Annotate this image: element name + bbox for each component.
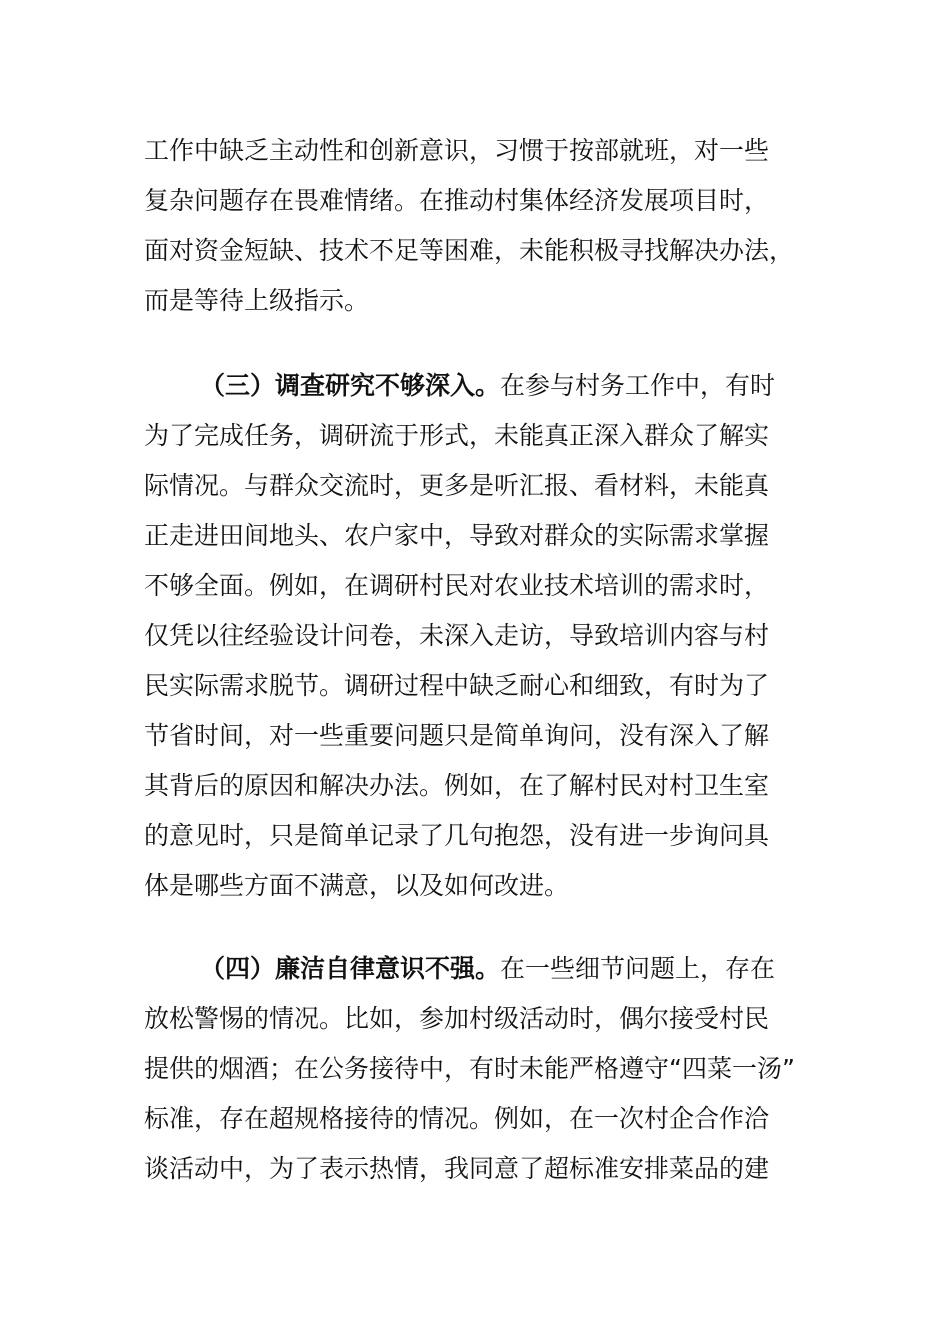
- paragraph-line: 放松警惕的情况。比如，参加村级活动时，偶尔接受村民: [144, 1004, 770, 1033]
- paragraph-line: 仅凭以往经验设计问卷，未深入走访，导致培训内容与村: [144, 621, 770, 650]
- section-first-line: [144, 944, 824, 994]
- paragraph-line: 节省时间，对一些重要问题只是简单询问，没有深入了解: [144, 721, 770, 750]
- section-first-line: [144, 361, 824, 411]
- paragraph-line: 为了完成任务，调研流于形式，未能真正深入群众了解实: [144, 421, 770, 450]
- paragraph-line: 不够全面。例如，在调研村民对农业技术培训的需求时，: [144, 571, 770, 600]
- section-first-line-text: 在一些细节问题上，存在: [500, 954, 776, 983]
- section-research: [144, 361, 824, 911]
- paragraph-line: 谈活动中，为了表示热情，我同意了超标准安排菜品的建: [144, 1154, 770, 1183]
- paragraph-line: 民实际需求脱节。调研过程中缺乏耐心和细致，有时为了: [144, 671, 770, 700]
- paragraph-line: 正走进田间地头、农户家中，导致对群众的实际需求掌握: [144, 521, 770, 550]
- section-heading: （三）调查研究不够深入。: [200, 371, 501, 400]
- paragraph-line: 工作中缺乏主动性和创新意识，习惯于按部就班，对一些: [144, 136, 770, 165]
- paragraph-line: 而是等待上级指示。: [144, 286, 370, 315]
- section-first-line-text: 在参与村务工作中，有时: [500, 371, 776, 400]
- paragraph-line: 复杂问题存在畏难情绪。在推动村集体经济发展项目时，: [144, 186, 770, 215]
- paragraph-line: 的意见时，只是简单记录了几句抱怨，没有进一步询问具: [144, 821, 770, 850]
- paragraph-line: 其背后的原因和解决办法。例如，在了解村民对村卫生室: [144, 771, 770, 800]
- paragraph-line: 标准，存在超规格接待的情况。例如，在一次村企合作洽: [144, 1104, 770, 1133]
- section-heading: （四）廉洁自律意识不强。: [200, 954, 501, 983]
- paragraph-work-attitude: [144, 126, 824, 326]
- section-integrity: [144, 944, 824, 1194]
- paragraph-line: 提供的烟酒；在公务接待中，有时未能严格遵守“四菜一汤”: [144, 1054, 795, 1083]
- paragraph-line: 面对资金短缺、技术不足等困难，未能积极寻找解决办法，: [144, 236, 795, 265]
- paragraph-line: 际情况。与群众交流时，更多是听汇报、看材料，未能真: [144, 471, 770, 500]
- paragraph-line: 体是哪些方面不满意，以及如何改进。: [144, 871, 570, 900]
